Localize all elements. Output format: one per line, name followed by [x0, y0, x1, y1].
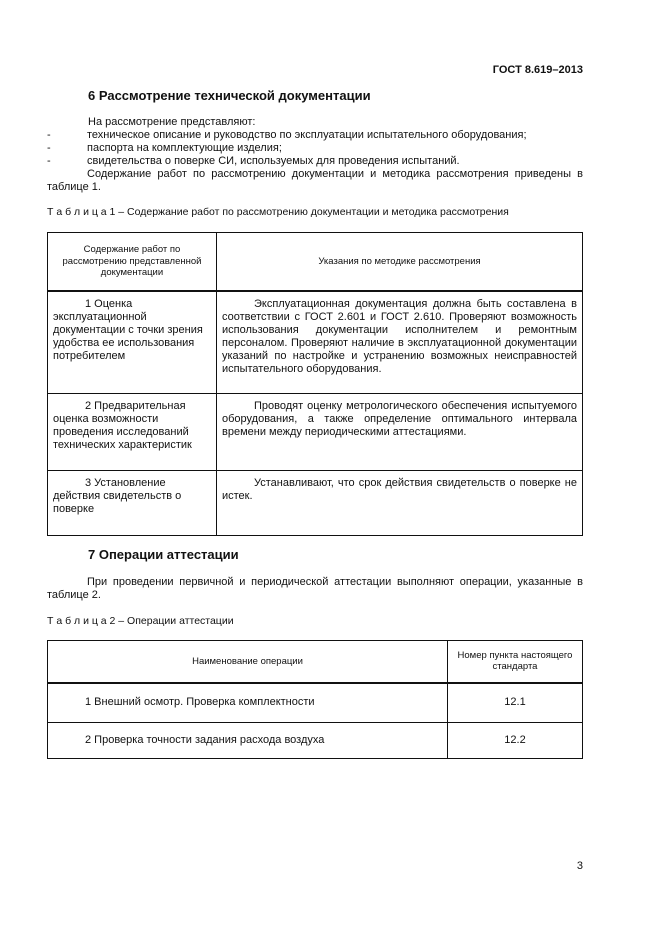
table-header: Номер пункта настоящего стандарта	[448, 641, 583, 683]
table-cell: Устанавливают, что срок действия свидетельств о поверке не истек.	[217, 471, 583, 536]
table-cell: 1 Внешний осмотр. Проверка комплектности	[48, 683, 448, 723]
table-row	[48, 291, 583, 394]
table-2-caption: Т а б л и ц а 2 – Операции аттестации	[47, 615, 234, 627]
section-7-heading: 7 Операции аттестации	[88, 547, 239, 562]
table-cell: 2 Предварительная оценка возможности проведения исследований технических характеристик	[48, 394, 217, 471]
list-item-text: свидетельства о поверке СИ, используемых для проведения испытаний.	[87, 155, 460, 167]
table-row	[48, 683, 583, 723]
section-6-heading: 6 Рассмотрение технической документации	[88, 88, 371, 103]
intro-text: На рассмотрение представляют:	[88, 116, 256, 128]
table-header: Указания по методике рассмотрения	[217, 233, 583, 291]
table-2	[47, 640, 583, 759]
table-row	[48, 723, 583, 759]
table-1	[47, 232, 583, 536]
paragraph: Содержание работ по рассмотрению документации и методика рассмотрения приведены в таблице 1.	[47, 168, 583, 193]
list-item-text: техническое описание и руководство по эксплуатации испытательного оборудования;	[87, 129, 527, 141]
list-item: - свидетельства о поверке СИ, используемых для проведения испытаний.	[47, 155, 460, 167]
table-cell: 12.1	[448, 683, 583, 723]
table-row	[48, 394, 583, 471]
table-1-caption: Т а б л и ц а 1 – Содержание работ по рассмотрению документации и методика рассмотрения	[47, 206, 509, 218]
list-item: - техническое описание и руководство по эксплуатации испытательного оборудования;	[47, 129, 527, 141]
table-cell: Проводят оценку метрологического обеспечения испытуемого оборудования, а также определение оптимального интервала времени между периодическими аттестациями.	[217, 394, 583, 471]
page-number: 3	[576, 860, 583, 872]
table-header: Содержание работ по рассмотрению представленной документации	[48, 233, 217, 291]
list-item: - паспорта на комплектующие изделия;	[47, 142, 282, 154]
table-cell: 2 Проверка точности задания расхода воздуха	[48, 723, 448, 759]
table-cell: Эксплуатационная документация должна быть составлена в соответствии с ГОСТ 2.601 и ГОСТ 2.610. Проверяют возможность использования документации исполнителем и ремонтным персоналом. Проверяют наличие в эксплуатационной документации указаний по настройке и устранению возможных неисправностей испытательного оборудования.	[217, 291, 583, 394]
table-cell: 3 Установление действия свидетельств о поверке	[48, 471, 217, 536]
list-item-text: паспорта на комплектующие изделия;	[87, 142, 282, 154]
table-row	[48, 471, 583, 536]
table-cell: 12.2	[448, 723, 583, 759]
table-cell: 1 Оценка эксплуатационной документации с точки зрения удобства ее использования потребителем	[48, 291, 217, 394]
document-code: ГОСТ 8.619–2013	[492, 64, 583, 76]
table-header: Наименование операции	[48, 641, 448, 683]
paragraph: При проведении первичной и периодической аттестации выполняют операции, указанные в таблице 2.	[47, 576, 583, 601]
